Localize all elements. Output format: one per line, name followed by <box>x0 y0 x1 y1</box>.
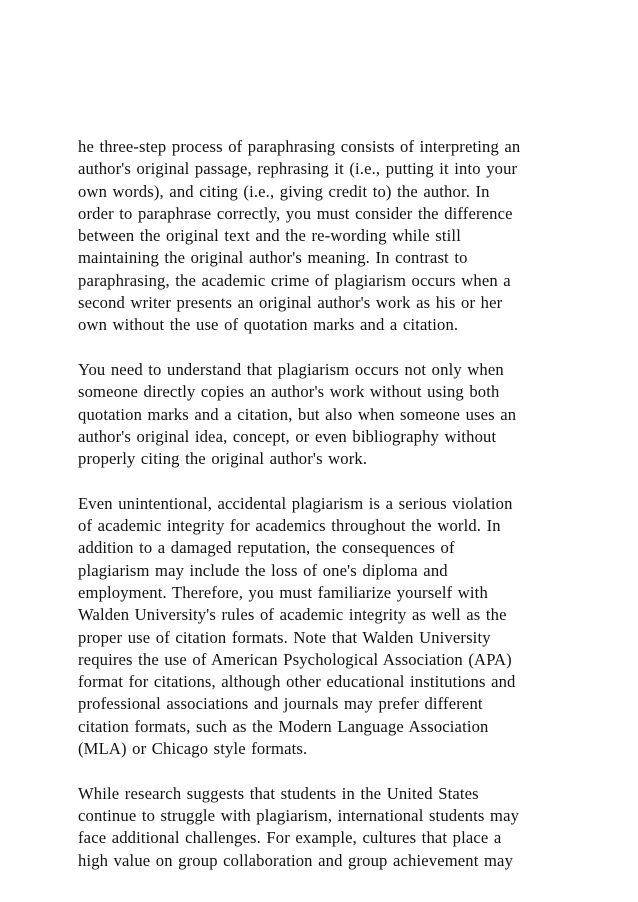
text-line: order to paraphrase correctly, you must consider the difference <box>78 203 513 223</box>
text-line: continue to struggle with plagiarism, international students may <box>78 805 520 825</box>
text-line: author's original passage, rephrasing it (i.e., putting it into your <box>78 159 518 179</box>
text-line: citation formats, such as the Modern Language Association <box>78 716 489 736</box>
body-text <box>78 136 578 894</box>
text-line: paraphrasing, the academic crime of plagiarism occurs when a <box>78 270 511 290</box>
text-line: of academic integrity for academics throughout the world. In <box>78 516 501 536</box>
text-line: high value on group collaboration and group achievement may <box>78 850 514 870</box>
text-line: he three-step process of paraphrasing consists of interpreting an <box>78 137 521 156</box>
paragraph-2 <box>78 359 578 470</box>
text-line: While research suggests that students in the United States <box>78 783 479 803</box>
paragraph-3 <box>78 493 578 761</box>
text-line: requires the use of American Psychological Association (APA) <box>78 649 512 669</box>
text-line: employment. Therefore, you must familiarize yourself with <box>78 582 488 602</box>
text-line: face additional challenges. For example, cultures that place a <box>78 828 502 848</box>
text-line: Walden University's rules of academic integrity as well as the <box>78 605 507 625</box>
text-line: quotation marks and a citation, but also when someone uses an <box>78 404 517 424</box>
text-line: Even unintentional, accidental plagiarism is a serious violation <box>78 493 513 513</box>
text-line: own words), and citing (i.e., giving credit to) the author. In <box>78 181 490 201</box>
text-line: between the original text and the re-wording while still <box>78 226 461 246</box>
text-line: professional associations and journals may prefer different <box>78 694 483 714</box>
text-line: addition to a damaged reputation, the consequences of <box>78 538 455 558</box>
text-line: format for citations, although other educational institutions and <box>78 672 516 692</box>
text-line: You need to understand that plagiarism occurs not only when <box>78 359 504 379</box>
paragraph-4 <box>78 783 578 872</box>
text-line: maintaining the original author's meaning. In contrast to <box>78 248 468 268</box>
text-line: second writer presents an original author's work as his or her <box>78 293 503 313</box>
text-line: proper use of citation formats. Note that Walden University <box>78 627 491 647</box>
text-line: plagiarism may include the loss of one's diploma and <box>78 560 448 580</box>
text-line: (MLA) or Chicago style formats. <box>78 739 308 759</box>
text-line: someone directly copies an author's work without using both <box>78 382 500 402</box>
text-line: own without the use of quotation marks and a citation. <box>78 315 459 335</box>
text-line: author's original idea, concept, or even bibliography without <box>78 426 497 446</box>
paragraph-1 <box>78 136 578 337</box>
text-line: properly citing the original author's work. <box>78 449 368 469</box>
